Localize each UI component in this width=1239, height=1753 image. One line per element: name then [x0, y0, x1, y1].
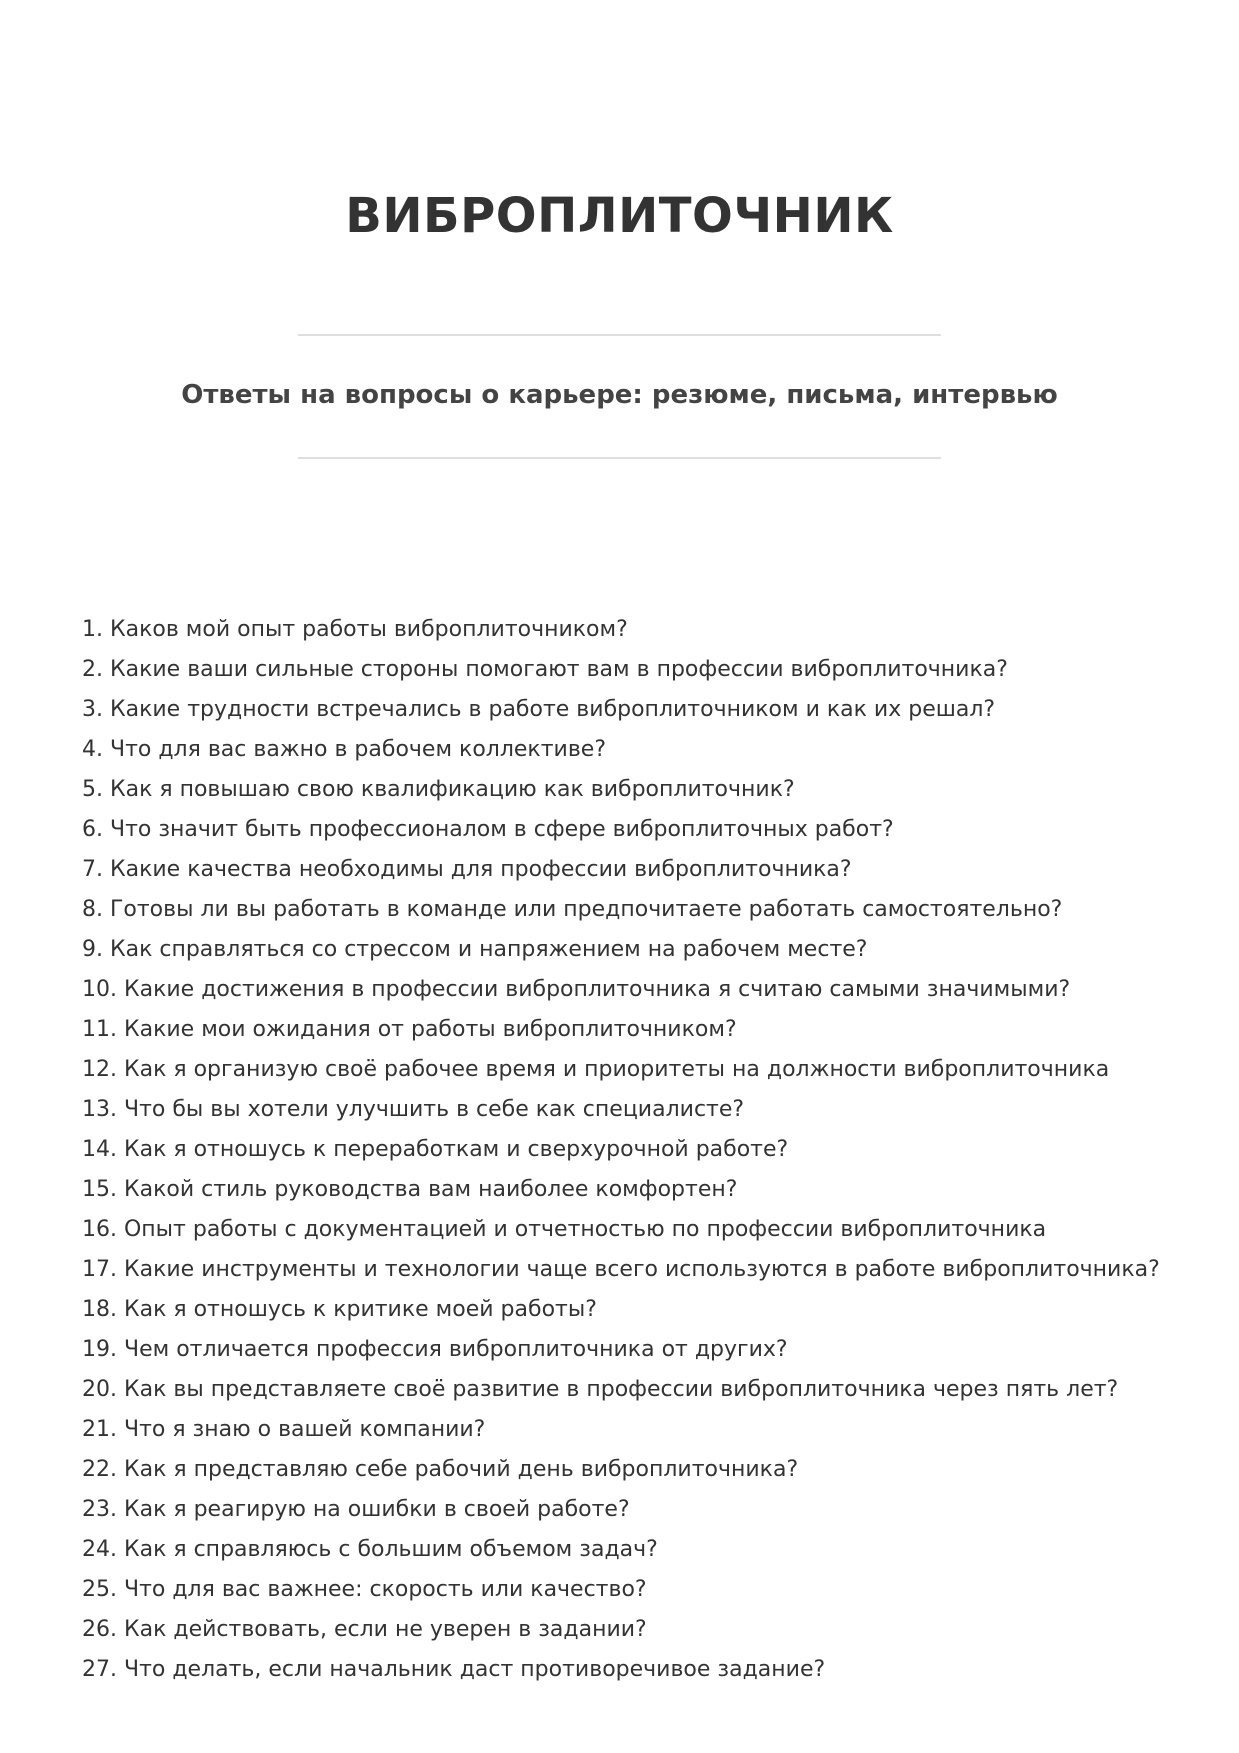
question-item: 12. Как я организую своё рабочее время и приоритеты на должности виброплиточника [82, 1057, 1110, 1082]
question-item: 15. Какой стиль руководства вам наиболее комфортен? [82, 1177, 738, 1202]
question-item: 13. Что бы вы хотели улучшить в себе как специалисте? [82, 1097, 745, 1122]
question-item: 27. Что делать, если начальник даст противоречивое задание? [82, 1657, 826, 1682]
question-item: 18. Как я отношусь к критике моей работы? [82, 1297, 597, 1322]
question-item: 14. Как я отношусь к переработкам и сверхурочной работе? [82, 1137, 789, 1162]
question-item: 25. Что для вас важнее: скорость или качество? [82, 1577, 647, 1602]
question-item: 16. Опыт работы с документацией и отчетностью по профессии виброплиточника [82, 1217, 1047, 1242]
question-item: 22. Как я представляю себе рабочий день виброплиточника? [82, 1457, 799, 1482]
question-item: 1. Каков мой опыт работы виброплиточником? [82, 617, 628, 642]
question-item: 11. Какие мои ожидания от работы виброплиточником? [82, 1017, 737, 1042]
question-item: 10. Какие достижения в профессии виброплиточника я считаю самыми значимыми? [82, 977, 1071, 1002]
question-item: 2. Какие ваши сильные стороны помогают вам в профессии виброплиточника? [82, 657, 1008, 682]
question-item: 20. Как вы представляете своё развитие в профессии виброплиточника через пять лет? [82, 1377, 1119, 1402]
question-item: 3. Какие трудности встречались в работе виброплиточником и как их решал? [82, 697, 996, 722]
question-item: 4. Что для вас важно в рабочем коллективе? [82, 737, 607, 762]
page-title: ВИБРОПЛИТОЧНИК [345, 188, 894, 244]
question-item: 21. Что я знаю о вашей компании? [82, 1417, 486, 1442]
question-item: 6. Что значит быть профессионалом в сфере виброплиточных работ? [82, 817, 894, 842]
question-item: 8. Готовы ли вы работать в команде или предпочитаете работать самостоятельно? [82, 897, 1063, 922]
question-list [82, 610, 1202, 1690]
top-divider [298, 334, 941, 336]
question-item: 19. Чем отличается профессия виброплиточника от других? [82, 1337, 788, 1362]
question-item: 17. Какие инструменты и технологии чаще всего используются в работе виброплиточника? [82, 1257, 1160, 1282]
question-item: 9. Как справляться со стрессом и напряжением на рабочем месте? [82, 937, 868, 962]
question-item: 7. Какие качества необходимы для профессии виброплиточника? [82, 857, 852, 882]
page-subtitle: Ответы на вопросы о карьере: резюме, письма, интервью [181, 380, 1058, 410]
question-item: 24. Как я справляюсь с большим объемом задач? [82, 1537, 658, 1562]
bottom-divider [298, 457, 941, 459]
question-item: 26. Как действовать, если не уверен в задании? [82, 1617, 647, 1642]
question-item: 23. Как я реагирую на ошибки в своей работе? [82, 1497, 630, 1522]
question-item: 5. Как я повышаю свою квалификацию как виброплиточник? [82, 777, 795, 802]
